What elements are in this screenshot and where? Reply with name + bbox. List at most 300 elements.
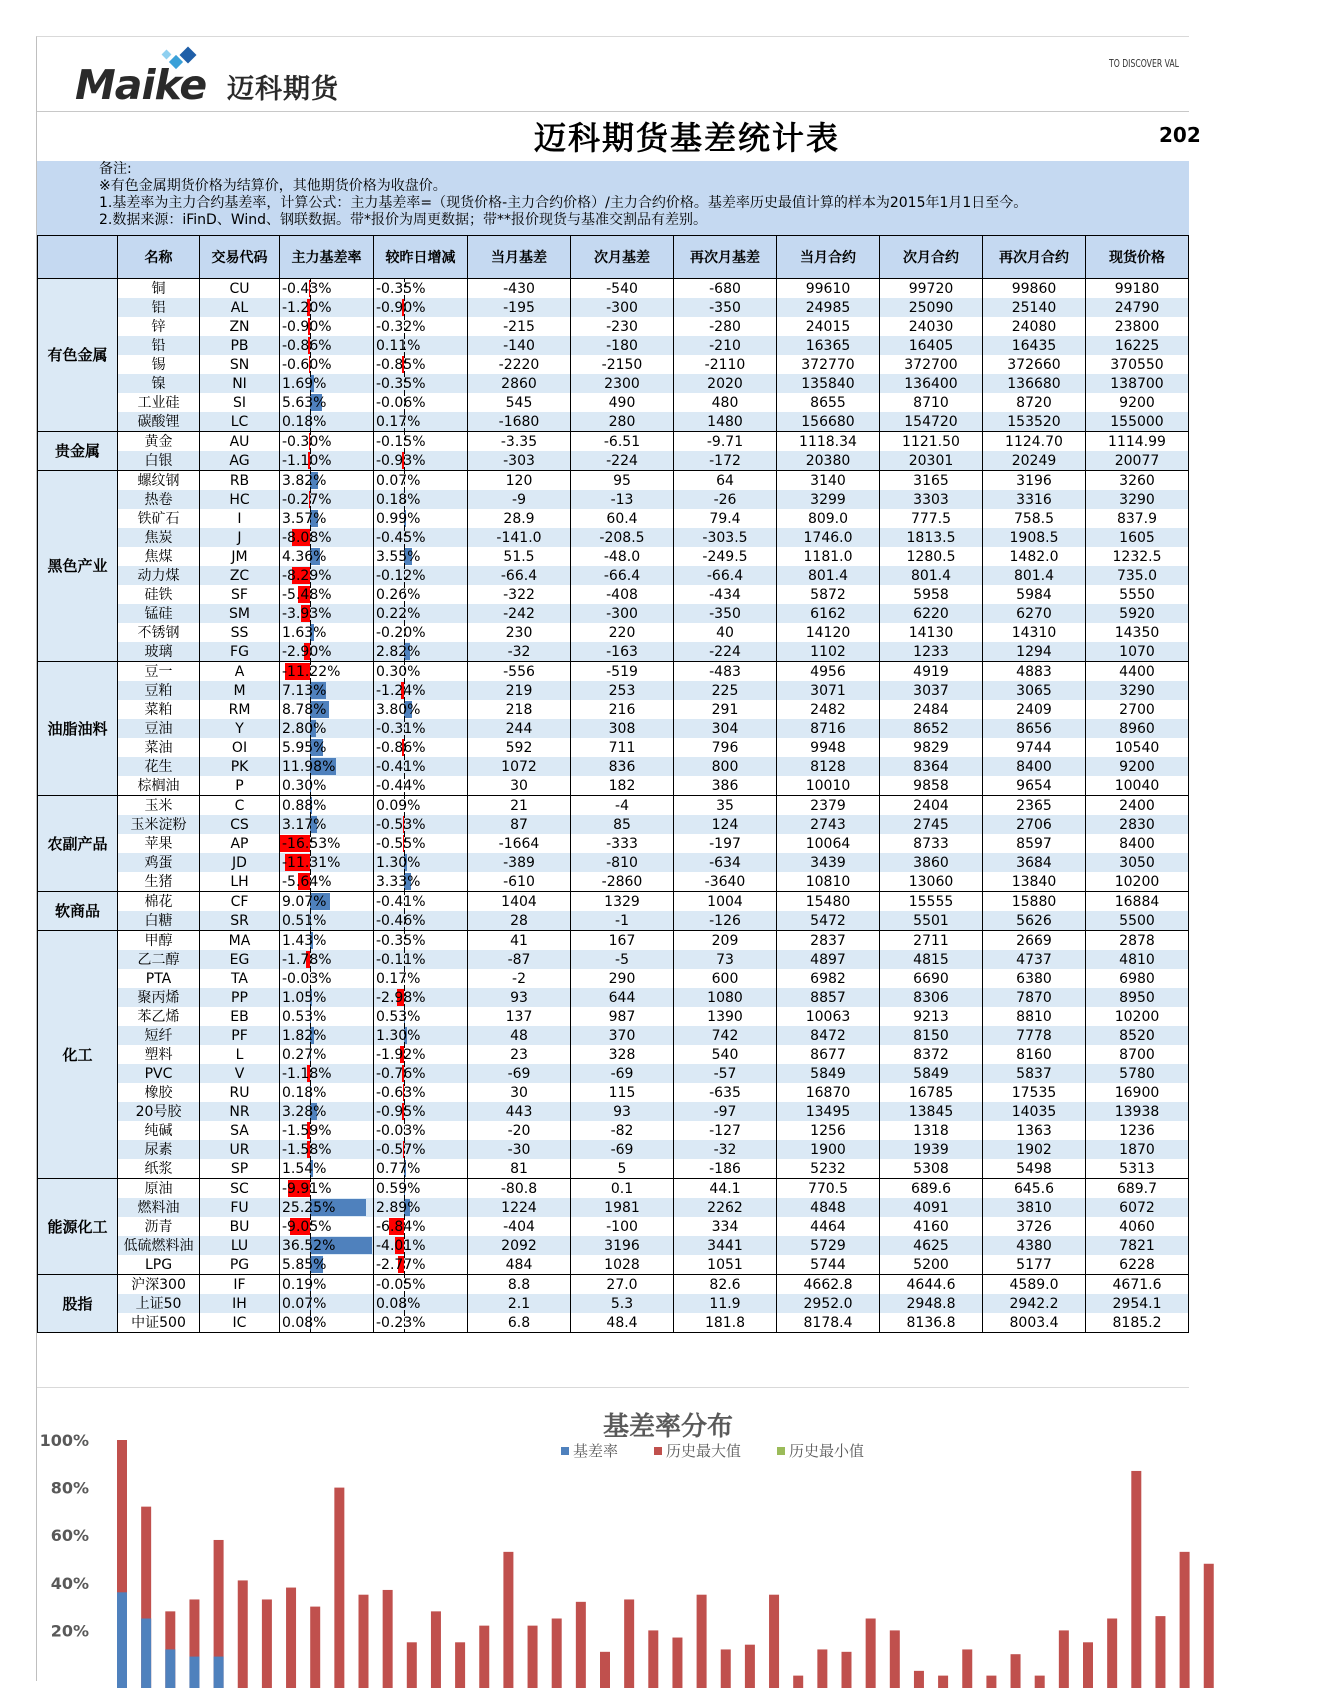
basis-rate-bar	[165, 1649, 175, 1688]
value-cell: -9.71	[674, 432, 777, 452]
table-row	[38, 509, 1189, 528]
product-name-cell: 花生	[118, 757, 200, 776]
value-cell: 41	[468, 931, 571, 951]
basis-rate-cell	[280, 1313, 374, 1333]
value-cell: 27.0	[571, 1275, 674, 1295]
value-cell: 443	[468, 1102, 571, 1121]
value-cell: -540	[571, 279, 674, 299]
product-name-cell: 豆油	[118, 719, 200, 738]
value-cell: 3860	[880, 853, 983, 872]
value-cell: 1294	[983, 642, 1086, 662]
value-cell: -2110	[674, 355, 777, 374]
value-cell: 801.4	[777, 566, 880, 585]
value-cell: 645.6	[983, 1179, 1086, 1199]
daily-change-cell	[374, 700, 468, 719]
ticker-cell: SR	[200, 911, 280, 931]
cell-value: 0.18%	[280, 414, 326, 430]
table-row	[38, 1026, 1189, 1045]
value-cell: 1256	[777, 1121, 880, 1140]
cell-value: 5.85%	[280, 1257, 326, 1273]
product-name-cell: 上证50	[118, 1294, 200, 1313]
value-cell: 2743	[777, 815, 880, 834]
ticker-cell: A	[200, 662, 280, 682]
value-cell: 1224	[468, 1198, 571, 1217]
value-cell: 6982	[777, 969, 880, 988]
basis-rate-cell	[280, 1294, 374, 1313]
value-cell: 5920	[1086, 604, 1189, 623]
ticker-cell: NR	[200, 1102, 280, 1121]
basis-rate-cell	[280, 1255, 374, 1275]
value-cell: 304	[674, 719, 777, 738]
cell-value: -1.10%	[280, 453, 332, 469]
value-cell: -230	[571, 317, 674, 336]
value-cell: 154720	[880, 412, 983, 432]
value-cell: 16884	[1086, 892, 1189, 912]
value-cell: 79.4	[674, 509, 777, 528]
ticker-cell: SA	[200, 1121, 280, 1140]
product-name-cell: 沪深300	[118, 1275, 200, 1295]
value-cell: 124	[674, 815, 777, 834]
basis-rate-cell	[280, 528, 374, 547]
value-cell: 1181.0	[777, 547, 880, 566]
value-cell: -48.0	[571, 547, 674, 566]
value-cell: -57	[674, 1064, 777, 1083]
value-cell: 15480	[777, 892, 880, 912]
cell-value: -0.35%	[374, 281, 426, 297]
note-line: 2.数据来源：iFinD、Wind、钢联数据。带*报价为周更数据；带**报价现货与基准交割品有差别。	[99, 212, 707, 229]
product-name-cell: 塑料	[118, 1045, 200, 1064]
basis-rate-bar	[117, 1592, 127, 1688]
value-cell: 2.1	[468, 1294, 571, 1313]
column-header	[38, 236, 118, 279]
value-cell: 8128	[777, 757, 880, 776]
daily-change-cell	[374, 393, 468, 412]
value-cell: 2484	[880, 700, 983, 719]
value-cell: 87	[468, 815, 571, 834]
value-cell: 4160	[880, 1217, 983, 1236]
y-tick-label: 100%	[40, 1431, 89, 1450]
value-cell: 11.9	[674, 1294, 777, 1313]
basis-rate-cell	[280, 471, 374, 491]
basis-rate-cell	[280, 355, 374, 374]
cell-value: -8.08%	[280, 530, 332, 546]
cell-value: -8.29%	[280, 568, 332, 584]
product-name-cell: 铁矿石	[118, 509, 200, 528]
table-row	[38, 1294, 1189, 1313]
value-cell: -186	[674, 1159, 777, 1179]
report-sheet	[36, 36, 1189, 1681]
table-row	[38, 911, 1189, 931]
cell-value: 0.08%	[280, 1315, 326, 1331]
value-cell: 2878	[1086, 931, 1189, 951]
table-row	[38, 1064, 1189, 1083]
value-cell: -2150	[571, 355, 674, 374]
basis-rate-cell	[280, 931, 374, 951]
legend-item-basis	[561, 1440, 618, 1461]
value-cell: -30	[468, 1140, 571, 1159]
value-cell: 219	[468, 681, 571, 700]
daily-change-cell	[374, 1121, 468, 1140]
cell-value: 0.51%	[280, 913, 326, 929]
product-name-cell: 沥青	[118, 1217, 200, 1236]
value-cell: 1900	[777, 1140, 880, 1159]
value-cell: 2711	[880, 931, 983, 951]
hist-max-bar	[1011, 1654, 1021, 1688]
legend-swatch	[654, 1447, 662, 1455]
value-cell: -1	[571, 911, 674, 931]
product-name-cell: 生猪	[118, 872, 200, 892]
basis-rate-cell	[280, 317, 374, 336]
product-name-cell: LPG	[118, 1255, 200, 1275]
cell-value: 2.80%	[280, 721, 326, 737]
value-cell: 14130	[880, 623, 983, 642]
basis-rate-cell	[280, 1179, 374, 1199]
daily-change-cell	[374, 872, 468, 892]
cell-value: -0.46%	[374, 913, 426, 929]
value-cell: -80.8	[468, 1179, 571, 1199]
value-cell: -224	[571, 451, 674, 471]
value-cell: 8677	[777, 1045, 880, 1064]
value-cell: 138700	[1086, 374, 1189, 393]
cell-value: -0.03%	[374, 1123, 426, 1139]
ticker-cell: ZC	[200, 566, 280, 585]
cell-value: 1.30%	[374, 1028, 420, 1044]
product-name-cell: 纯碱	[118, 1121, 200, 1140]
daily-change-cell	[374, 1217, 468, 1236]
table-row	[38, 1275, 1189, 1295]
value-cell: 6072	[1086, 1198, 1189, 1217]
cell-value: 0.11%	[374, 338, 420, 354]
basis-rate-cell	[280, 988, 374, 1007]
value-cell: -810	[571, 853, 674, 872]
basis-rate-cell	[280, 796, 374, 816]
value-cell: 7821	[1086, 1236, 1189, 1255]
cell-value: 0.19%	[280, 1277, 326, 1293]
basis-rate-cell	[280, 700, 374, 719]
y-tick-label: 60%	[51, 1526, 89, 1545]
value-cell: 372770	[777, 355, 880, 374]
logo-diamond-icon	[162, 50, 172, 60]
value-cell: 5177	[983, 1255, 1086, 1275]
value-cell: 5872	[777, 585, 880, 604]
cell-value: 0.27%	[280, 1047, 326, 1063]
value-cell: 8960	[1086, 719, 1189, 738]
value-cell: 2706	[983, 815, 1086, 834]
value-cell: 2669	[983, 931, 1086, 951]
value-cell: -208.5	[571, 528, 674, 547]
value-cell: -197	[674, 834, 777, 853]
ticker-cell: IC	[200, 1313, 280, 1333]
cell-value: 0.26%	[374, 587, 420, 603]
value-cell: 2300	[571, 374, 674, 393]
legend-label: 历史最大值	[666, 1440, 741, 1461]
product-name-cell: 短纤	[118, 1026, 200, 1045]
cell-value: 3.82%	[280, 473, 326, 489]
value-cell: 5232	[777, 1159, 880, 1179]
value-cell: 24790	[1086, 298, 1189, 317]
value-cell: 17535	[983, 1083, 1086, 1102]
table-row	[38, 662, 1189, 682]
value-cell: 85	[571, 815, 674, 834]
cell-value: 0.77%	[374, 1161, 420, 1177]
value-cell: -180	[571, 336, 674, 355]
value-cell: -87	[468, 950, 571, 969]
ticker-cell: RM	[200, 700, 280, 719]
value-cell: 5729	[777, 1236, 880, 1255]
product-name-cell: 甲醇	[118, 931, 200, 951]
product-name-cell: 低硫燃料油	[118, 1236, 200, 1255]
daily-change-cell	[374, 1275, 468, 1295]
cell-value: -0.55%	[374, 836, 426, 852]
cell-value: -0.27%	[280, 492, 332, 508]
cell-value: 1.63%	[280, 625, 326, 641]
daily-change-cell	[374, 623, 468, 642]
table-row	[38, 969, 1189, 988]
table-row	[38, 1217, 1189, 1236]
product-name-cell: 热卷	[118, 490, 200, 509]
value-cell: 24030	[880, 317, 983, 336]
cell-value: -0.32%	[374, 319, 426, 335]
value-cell: -350	[674, 298, 777, 317]
value-cell: -610	[468, 872, 571, 892]
cell-value: -0.95%	[374, 1104, 426, 1120]
column-header: 再次月合约	[983, 236, 1086, 279]
value-cell: 9858	[880, 776, 983, 796]
category-cell: 能源化工	[38, 1179, 118, 1275]
cell-value: 0.07%	[374, 473, 420, 489]
daily-change-cell	[374, 585, 468, 604]
column-header: 主力基差率	[280, 236, 374, 279]
value-cell: 3037	[880, 681, 983, 700]
value-cell: 3165	[880, 471, 983, 491]
basis-rate-cell	[280, 776, 374, 796]
basis-rate-cell	[280, 1102, 374, 1121]
hist-max-bar	[914, 1671, 924, 1688]
value-cell: 5849	[777, 1064, 880, 1083]
value-cell: 6380	[983, 969, 1086, 988]
slogan: TO DISCOVER VAL	[1109, 57, 1179, 70]
value-cell: 2948.8	[880, 1294, 983, 1313]
cell-value: 1.43%	[280, 933, 326, 949]
cell-value: 0.09%	[374, 798, 420, 814]
daily-change-cell	[374, 738, 468, 757]
daily-change-cell	[374, 1313, 468, 1333]
basis-rate-cell	[280, 1026, 374, 1045]
cell-value: -5.64%	[280, 874, 332, 890]
daily-change-cell	[374, 1064, 468, 1083]
cell-value: -0.45%	[374, 530, 426, 546]
category-cell: 软商品	[38, 892, 118, 931]
logo-chinese-text: 迈科期货	[227, 67, 339, 106]
value-cell: 8136.8	[880, 1313, 983, 1333]
daily-change-cell	[374, 796, 468, 816]
value-cell: 1121.50	[880, 432, 983, 452]
basis-rate-cell	[280, 1121, 374, 1140]
value-cell: 592	[468, 738, 571, 757]
product-name-cell: 黄金	[118, 432, 200, 452]
value-cell: 10010	[777, 776, 880, 796]
product-name-cell: 玉米淀粉	[118, 815, 200, 834]
maike-logo-mark	[75, 55, 225, 103]
column-header: 当月合约	[777, 236, 880, 279]
hist-max-bar	[431, 1611, 441, 1688]
hist-max-bar	[769, 1595, 779, 1688]
cell-value: 1.82%	[280, 1028, 326, 1044]
basis-rate-cell	[280, 1217, 374, 1236]
ticker-cell: RB	[200, 471, 280, 491]
value-cell: -242	[468, 604, 571, 623]
hist-max-bar	[383, 1590, 393, 1688]
value-cell: -20	[468, 1121, 571, 1140]
ticker-cell: PG	[200, 1255, 280, 1275]
table-row	[38, 1045, 1189, 1064]
note-line: 1.基差率为主力合约基差率，计算公式：主力基差率=（现货价格-主力合约价格）/主力合约价格。基差率历史最值计算的样本为2015年1月1日至今。	[99, 195, 1027, 212]
daily-change-cell	[374, 547, 468, 566]
cell-value: -2.77%	[374, 1257, 426, 1273]
table-row	[38, 585, 1189, 604]
value-cell: 60.4	[571, 509, 674, 528]
table-row	[38, 490, 1189, 509]
product-name-cell: 不锈钢	[118, 623, 200, 642]
value-cell: 13840	[983, 872, 1086, 892]
daily-change-cell	[374, 528, 468, 547]
value-cell: -4	[571, 796, 674, 816]
table-row	[38, 892, 1189, 912]
basis-rate-cell	[280, 1064, 374, 1083]
value-cell: 6162	[777, 604, 880, 623]
ticker-cell: LU	[200, 1236, 280, 1255]
value-cell: -26	[674, 490, 777, 509]
cell-value: 3.80%	[374, 702, 420, 718]
value-cell: 4060	[1086, 1217, 1189, 1236]
value-cell: 13060	[880, 872, 983, 892]
basis-chart	[37, 1387, 1189, 1688]
legend-item-min	[777, 1440, 864, 1461]
column-header: 次月合约	[880, 236, 983, 279]
value-cell: 3299	[777, 490, 880, 509]
value-cell: 3684	[983, 853, 1086, 872]
daily-change-cell	[374, 298, 468, 317]
value-cell: 3196	[571, 1236, 674, 1255]
value-cell: 153520	[983, 412, 1086, 432]
value-cell: -519	[571, 662, 674, 682]
hist-max-bar	[1035, 1676, 1045, 1688]
hist-max-bar	[1180, 1552, 1190, 1688]
value-cell: 225	[674, 681, 777, 700]
value-cell: -210	[674, 336, 777, 355]
y-tick-label: 40%	[51, 1574, 89, 1593]
basis-rate-cell	[280, 547, 374, 566]
value-cell: 8857	[777, 988, 880, 1007]
ticker-cell: CU	[200, 279, 280, 299]
product-name-cell: 苹果	[118, 834, 200, 853]
value-cell: 167	[571, 931, 674, 951]
company-logo	[75, 55, 339, 103]
value-cell: 16225	[1086, 336, 1189, 355]
cell-value: 11.98%	[280, 759, 335, 775]
value-cell: 20077	[1086, 451, 1189, 471]
value-cell: 809.0	[777, 509, 880, 528]
ticker-cell: ZN	[200, 317, 280, 336]
column-header: 名称	[118, 236, 200, 279]
value-cell: 689.6	[880, 1179, 983, 1199]
value-cell: -303.5	[674, 528, 777, 547]
chart-title: 基差率分布	[603, 1406, 733, 1443]
table-row	[38, 1159, 1189, 1179]
value-cell: 10063	[777, 1007, 880, 1026]
value-cell: 328	[571, 1045, 674, 1064]
value-cell: 8950	[1086, 988, 1189, 1007]
cell-value: 2.89%	[374, 1200, 420, 1216]
cell-value: -0.44%	[374, 778, 426, 794]
basis-rate-cell	[280, 1159, 374, 1179]
table-header-row	[38, 236, 1189, 279]
value-cell: 4589.0	[983, 1275, 1086, 1295]
note-heading: 备注:	[99, 161, 132, 178]
value-cell: -100	[571, 1217, 674, 1236]
value-cell: 14035	[983, 1102, 1086, 1121]
value-cell: 10064	[777, 834, 880, 853]
cell-value: 0.88%	[280, 798, 326, 814]
value-cell: 25090	[880, 298, 983, 317]
cell-value: 3.57%	[280, 511, 326, 527]
column-header: 现货价格	[1086, 236, 1189, 279]
ticker-cell: P	[200, 776, 280, 796]
hist-max-bar	[1204, 1564, 1214, 1688]
value-cell: 9829	[880, 738, 983, 757]
value-cell: 7778	[983, 1026, 1086, 1045]
value-cell: 4380	[983, 1236, 1086, 1255]
value-cell: 6980	[1086, 969, 1189, 988]
cell-value: 0.17%	[374, 971, 420, 987]
table-row	[38, 757, 1189, 776]
hist-max-bar	[407, 1642, 417, 1688]
hist-max-bar	[938, 1676, 948, 1688]
table-row	[38, 298, 1189, 317]
value-cell: -2	[468, 969, 571, 988]
value-cell: 5200	[880, 1255, 983, 1275]
ticker-cell: JD	[200, 853, 280, 872]
value-cell: 545	[468, 393, 571, 412]
daily-change-cell	[374, 1198, 468, 1217]
value-cell: -32	[468, 642, 571, 662]
value-cell: 13938	[1086, 1102, 1189, 1121]
value-cell: 8472	[777, 1026, 880, 1045]
value-cell: -408	[571, 585, 674, 604]
ticker-cell: OI	[200, 738, 280, 757]
cell-value: 36.52%	[280, 1238, 335, 1254]
table-row	[38, 950, 1189, 969]
cell-value: 0.07%	[280, 1296, 326, 1312]
daily-change-cell	[374, 642, 468, 662]
value-cell: -322	[468, 585, 571, 604]
legend-label: 历史最小值	[789, 1440, 864, 1461]
value-cell: 290	[571, 969, 674, 988]
category-cell: 股指	[38, 1275, 118, 1333]
value-cell: -82	[571, 1121, 674, 1140]
value-cell: 3260	[1086, 471, 1189, 491]
cell-value: 0.59%	[374, 1181, 420, 1197]
value-cell: -2860	[571, 872, 674, 892]
cell-value: -1.24%	[374, 683, 426, 699]
value-cell: -224	[674, 642, 777, 662]
ticker-cell: SS	[200, 623, 280, 642]
value-cell: 8656	[983, 719, 1086, 738]
value-cell: -5	[571, 950, 674, 969]
value-cell: -9	[468, 490, 571, 509]
value-cell: 48.4	[571, 1313, 674, 1333]
value-cell: 644	[571, 988, 674, 1007]
